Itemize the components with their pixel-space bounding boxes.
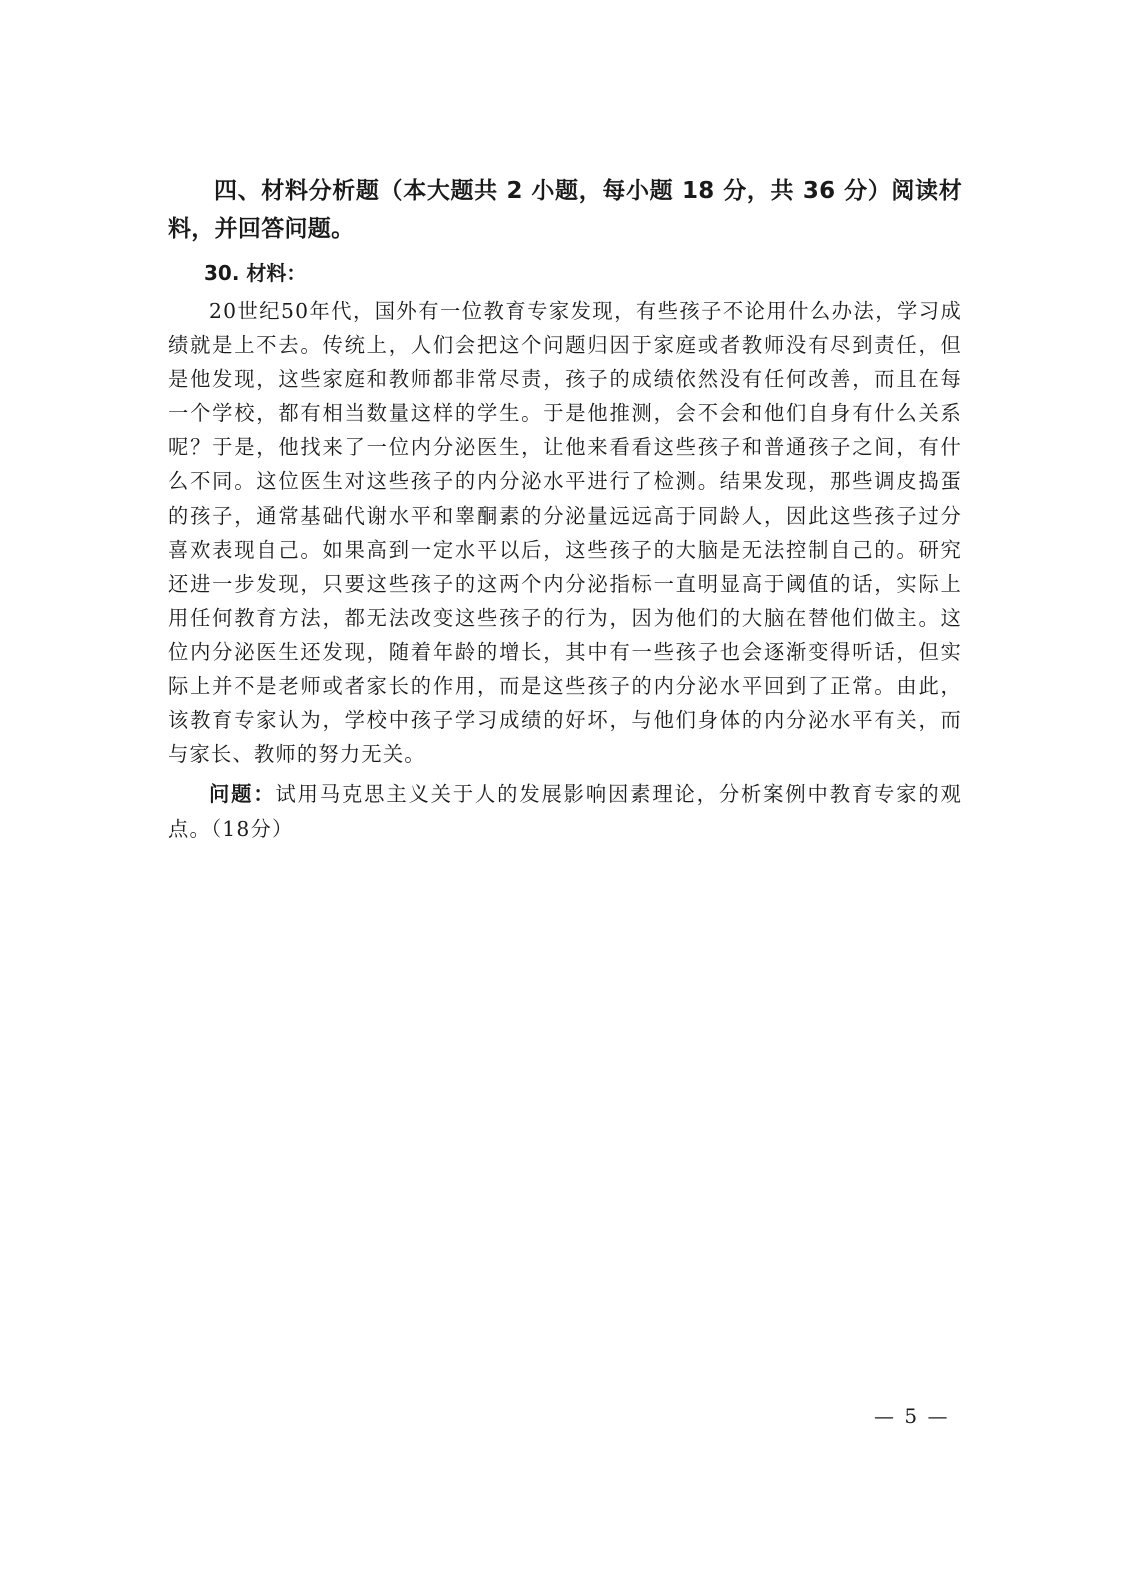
material-paragraph: 20世纪50年代，国外有一位教育专家发现，有些孩子不论用什么办法，学习成绩就是上不去。传统上，人们会把这个问题归因于家庭或者教师没有尽到责任，但是他发现，这些家庭和教师都非常尽责，孩子的成绩依然没有任何改善，而且在每一个学校，都有相当数量这样的学生。于是他推测，会不会和他们自身有什么关系呢？于是，他找来了一位内分泌医生，让他来看看这些孩子和普通孩子之间，有什么不同。这位医生对这些孩子的内分泌水平进行了检测。结果发现，那些调皮捣蛋的孩子，通常基础代谢水平和睾酮素的分泌量远远高于同龄人，因此这些孩子过分喜欢表现自己。如果高到一定水平以后，这些孩子的大脑是无法控制自己的。研究还进一步发现，只要这些孩子的这两个内分泌指标一直明显高于阈值的话，实际上用任何教育方法，都无法改变这些孩子的行为，因为他们的大脑在替他们做主。这位内分泌医生还发现，随着年龄的增长，其中有一些孩子也会逐渐变得听话，但实际上并不是老师或者家长的作用，而是这些孩子的内分泌水平回到了正常。由此，该教育专家认为，学校中孩子学习成绩的好坏，与他们身体的内分泌水平有关，而与家长、教师的努力无关。 bbox=[168, 299, 962, 767]
question-text: 试用马克思主义关于人的发展影响因素理论，分析案例中教育专家的观点。（18分） bbox=[168, 782, 963, 841]
exam-page bbox=[168, 172, 962, 846]
page-number: — 5 — bbox=[874, 1404, 950, 1428]
section-heading: 四、材料分析题（本大题共 2 小题，每小题 18 分，共 36 分）阅读材料，并回答问题。 bbox=[168, 178, 962, 242]
question-label: 问题： bbox=[209, 782, 276, 807]
question-paragraph bbox=[168, 777, 962, 846]
question-number: 30. 材料： bbox=[204, 261, 307, 285]
